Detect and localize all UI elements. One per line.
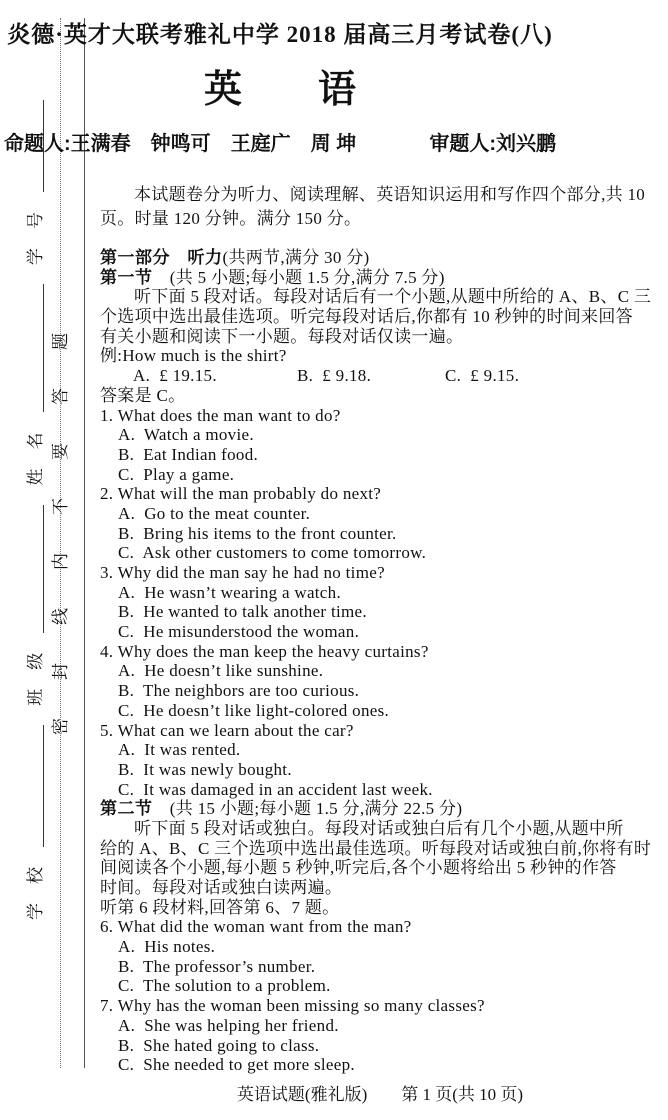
setters-text: 命题人:王满春 钟鸣可 王庭广 周 坤 (4, 133, 357, 155)
question-line: 1. What does the man want to do? (100, 405, 341, 425)
subject-title: 英 语 (203, 69, 356, 111)
paragraph-line: 个选项中选出最佳选项。听完每段对话后,你都有 10 秒钟的时间来回答 (100, 307, 633, 327)
question-line: 2. What will the man probably do next? (100, 484, 382, 504)
paragraph-line: 页。时量 120 分钟。满分 150 分。 (100, 209, 362, 228)
question-line: 5. What can we learn about the car? (100, 720, 354, 740)
option-line: C. The solution to a problem. (118, 976, 331, 996)
option-line: A. Go to the meat counter. (118, 503, 311, 523)
paragraph-line: 答案是 C。 (100, 385, 186, 405)
exam-series-title: 炎德·英才大联考雅礼中学 2018 届高三月考试卷(八) (7, 22, 553, 47)
reviewer-text: 审题人:刘兴鹏 (429, 133, 556, 155)
paragraph-line: 时间。每段对话或独白读两遍。 (100, 878, 343, 897)
question-line: 6. What did the woman want from the man? (100, 917, 412, 937)
paragraph-line: 有关小题和阅读下一小题。每段对话仅读一遍。 (100, 326, 464, 346)
option-line: B. Bring his items to the front counter. (118, 523, 397, 543)
option-line: C. She needed to get more sleep. (118, 1055, 355, 1075)
field-school-blank (42, 725, 44, 847)
option-line: B. He wanted to talk another time. (118, 602, 367, 622)
option-line: C. Ask other customers to come tomorrow. (118, 543, 427, 563)
seal-solid-line (84, 18, 85, 1068)
body-lines (100, 183, 662, 1075)
paragraph-line: 本试题卷分为听力、阅读理解、英语知识运用和写作四个部分,共 10 (134, 185, 646, 204)
field-name-label: 姓 名 (26, 431, 45, 486)
option-line: A. She was helping her friend. (118, 1015, 339, 1035)
example-options-line (100, 366, 662, 386)
section-heading: 第一节 (共 5 小题;每小题 1.5 分,满分 7.5 分) (100, 267, 445, 287)
question-line: 4. Why does the man keep the heavy curtains? (100, 641, 429, 661)
option-line: B. Eat Indian food. (118, 444, 259, 464)
spacer-line (100, 231, 662, 248)
section-heading: 第二节 (共 15 小题;每小题 1.5 分,满分 22.5 分) (100, 799, 463, 819)
paragraph-line: 听第 6 段材料,回答第 6、7 题。 (100, 897, 340, 917)
paragraph-line: 间阅读各个小题,每小题 5 秒钟,听完后,各个小题将给出 5 秒钟的作答 (100, 858, 617, 878)
section-heading: 第一部分 听力(共两节,满分 30 分) (100, 248, 370, 267)
option-line: C. It was damaged in an accident last week. (118, 779, 433, 799)
example-option: A. £ 19.15. (133, 366, 217, 386)
option-line: A. Watch a movie. (118, 425, 254, 445)
example-option: C. £ 9.15. (445, 366, 520, 386)
field-number-label: 学 号 (26, 211, 45, 266)
option-line: A. His notes. (118, 937, 216, 957)
option-line: B. She hated going to class. (118, 1035, 320, 1055)
paragraph-line: 给的 A、B、C 三个选项中选出最佳选项。听每段对话或独白前,你将有时 (100, 838, 652, 858)
option-line: B. The neighbors are too curious. (118, 681, 360, 701)
question-line: 3. Why did the man say he had no time? (100, 563, 385, 582)
seal-notice-text: 密封线内不要答题 (51, 295, 70, 735)
page-footer: 英语试题(雅礼版) 第 1 页(共 10 页) (236, 1085, 524, 1104)
option-line: A. He doesn’t like sunshine. (118, 661, 324, 681)
option-line: A. He wasn’t wearing a watch. (118, 582, 342, 602)
field-school-label: 学 校 (26, 866, 45, 920)
option-line: C. Play a game. (118, 464, 235, 484)
paragraph-line: 听下面 5 段对话或独白。每段对话或独白后有几个小题,从题中所 (134, 818, 624, 838)
field-name-blank (42, 284, 44, 412)
setters-line (0, 127, 560, 156)
field-class-label: 班 级 (26, 651, 45, 706)
question-line: 7. Why has the woman been missing so many classes? (100, 996, 485, 1016)
student-info-fields (25, 100, 47, 920)
paragraph-line: 听下面 5 段对话。每段对话后有一个小题,从题中所给的 A、B、C 三 (134, 287, 652, 307)
example-option: B. £ 9.18. (297, 366, 372, 386)
option-line: B. It was newly bought. (118, 759, 292, 779)
paragraph-line: 例:How much is the shirt? (100, 346, 287, 366)
field-class-blank (42, 505, 44, 633)
option-line: C. He misunderstood the woman. (118, 622, 360, 642)
option-line: C. He doesn’t like light-colored ones. (118, 700, 390, 720)
option-line: B. The professor’s number. (118, 956, 316, 976)
option-line: A. It was rented. (118, 740, 241, 760)
